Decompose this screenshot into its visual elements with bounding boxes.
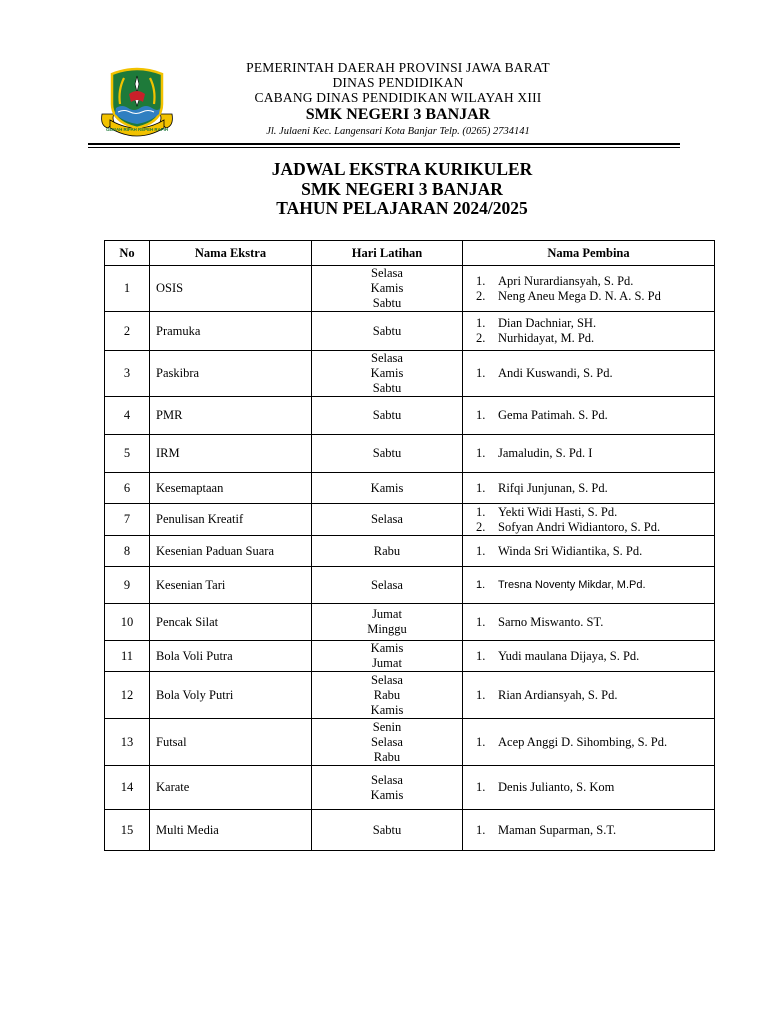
cell-no: 5 xyxy=(105,435,150,473)
cell-no: 3 xyxy=(105,351,150,397)
header-line-province: PEMERINTAH DAERAH PROVINSI JAWA BARAT xyxy=(246,60,550,75)
table-row xyxy=(105,473,715,504)
title-line-2: SMK NEGERI 3 BANJAR xyxy=(301,178,503,199)
coach-item xyxy=(476,544,708,559)
coach-number: 1. xyxy=(476,822,486,837)
coach-list xyxy=(476,615,708,630)
coach-list xyxy=(476,505,708,535)
cell-coaches xyxy=(463,312,715,351)
table-row xyxy=(105,397,715,435)
cell-training-days xyxy=(312,351,463,397)
cell-coaches xyxy=(463,266,715,312)
cell-coaches xyxy=(463,604,715,641)
training-day: Selasa xyxy=(371,512,403,526)
title-line-3: TAHUN PELAJARAN 2024/2025 xyxy=(276,198,528,218)
coach-item xyxy=(476,366,708,381)
cell-activity-name: Paskibra xyxy=(150,351,312,397)
training-day: Senin xyxy=(372,719,402,734)
coach-list xyxy=(476,446,708,461)
coach-name: Maman Suparman, S.T. xyxy=(498,822,617,837)
table-row xyxy=(105,536,715,567)
header-no: No xyxy=(105,241,150,266)
coach-list xyxy=(476,274,708,304)
letterhead-rule-thick xyxy=(88,143,680,145)
cell-training-days xyxy=(312,567,463,604)
coach-number: 1. xyxy=(476,480,486,495)
table-header-row xyxy=(105,241,715,266)
coach-list xyxy=(476,544,708,559)
cell-training-days xyxy=(312,604,463,641)
coach-name: Jamaludin, S. Pd. I xyxy=(498,446,593,460)
cell-activity-name: Multi Media xyxy=(150,810,312,851)
cell-training-days xyxy=(312,536,463,567)
coach-name: Tresna Noventy Mikdar, M.Pd. xyxy=(498,578,646,591)
training-day: Rabu xyxy=(373,543,401,558)
table-row xyxy=(105,604,715,641)
logo-caption: GEMAH RIPAH REPEH RAPIH xyxy=(105,127,169,132)
training-day: Sabtu xyxy=(372,381,402,395)
training-day: Kamis xyxy=(370,787,404,802)
coach-item xyxy=(476,408,708,423)
cell-no: 2 xyxy=(105,312,150,351)
coach-number: 2. xyxy=(476,331,486,345)
table-row xyxy=(105,641,715,672)
coach-item xyxy=(476,505,708,520)
coach-item xyxy=(476,578,708,593)
cell-activity-name: Pramuka xyxy=(150,312,312,351)
table-row xyxy=(105,435,715,473)
coach-name: Sarno Miswanto. ST. xyxy=(498,614,604,629)
training-day: Jumat xyxy=(372,607,402,621)
coach-name: Acep Anggi D. Sihombing, S. Pd. xyxy=(498,734,668,749)
coach-list xyxy=(476,688,708,703)
cell-no: 12 xyxy=(105,672,150,719)
coach-item xyxy=(476,274,708,289)
training-day: Jumat xyxy=(372,656,402,670)
cell-no: 1 xyxy=(105,266,150,312)
table-row xyxy=(105,504,715,536)
cell-coaches xyxy=(463,397,715,435)
coach-number: 2. xyxy=(476,519,486,534)
cell-no: 10 xyxy=(105,604,150,641)
cell-no: 9 xyxy=(105,567,150,604)
cell-coaches xyxy=(463,766,715,810)
cell-no: 14 xyxy=(105,766,150,810)
cell-activity-name: Bola Voli Putra xyxy=(150,641,312,672)
cell-no: 4 xyxy=(105,397,150,435)
coach-list xyxy=(476,316,708,346)
cell-training-days xyxy=(312,719,463,766)
cell-activity-name: IRM xyxy=(150,435,312,473)
coach-number: 2. xyxy=(476,288,486,303)
cell-coaches xyxy=(463,504,715,536)
cell-coaches xyxy=(463,641,715,672)
training-day: Kamis xyxy=(370,702,404,717)
coach-number: 1. xyxy=(476,446,486,460)
cell-training-days xyxy=(312,473,463,504)
coach-number: 1. xyxy=(476,780,486,794)
west-java-emblem-icon xyxy=(98,64,176,142)
coach-name: Sofyan Andri Widiantoro, S. Pd. xyxy=(498,519,661,534)
letterhead-rule-thin xyxy=(88,147,680,148)
coach-item xyxy=(476,446,708,461)
coach-name: Nurhidayat, M. Pd. xyxy=(498,331,595,345)
cell-activity-name: OSIS xyxy=(150,266,312,312)
coach-name: Rian Ardiansyah, S. Pd. xyxy=(498,687,618,702)
coach-item xyxy=(476,649,708,664)
coach-number: 1. xyxy=(476,366,486,380)
coach-list xyxy=(476,366,708,381)
header-name: Nama Ekstra xyxy=(150,241,312,266)
cell-activity-name: Kesenian Tari xyxy=(150,567,312,604)
table-row xyxy=(105,351,715,397)
coach-number: 1. xyxy=(476,614,486,629)
coach-item xyxy=(476,316,708,331)
training-day: Kamis xyxy=(370,641,404,655)
coach-number: 1. xyxy=(476,504,486,519)
table-row xyxy=(105,567,715,604)
cell-training-days xyxy=(312,397,463,435)
header-coach: Nama Pembina xyxy=(463,241,715,266)
coach-number: 1. xyxy=(476,578,486,591)
coach-name: Yekti Widi Hasti, S. Pd. xyxy=(498,504,618,519)
coach-name: Dian Dachniar, SH. xyxy=(498,316,597,330)
cell-training-days xyxy=(312,504,463,536)
cell-coaches xyxy=(463,719,715,766)
cell-no: 7 xyxy=(105,504,150,536)
coach-number: 1. xyxy=(476,687,486,702)
coach-name: Rifqi Junjunan, S. Pd. xyxy=(498,480,608,495)
cell-activity-name: PMR xyxy=(150,397,312,435)
table-row xyxy=(105,719,715,766)
cell-no: 13 xyxy=(105,719,150,766)
cell-coaches xyxy=(463,536,715,567)
cell-activity-name: Penulisan Kreatif xyxy=(150,504,312,536)
training-day: Kamis xyxy=(370,480,404,495)
coach-list xyxy=(476,649,708,664)
coach-item xyxy=(476,780,708,795)
coach-number: 1. xyxy=(476,316,486,330)
cell-no: 8 xyxy=(105,536,150,567)
coach-item xyxy=(476,520,708,535)
table-row xyxy=(105,266,715,312)
letterhead xyxy=(96,60,680,144)
coach-item xyxy=(476,331,708,346)
cell-activity-name: Kesenian Paduan Suara xyxy=(150,536,312,567)
header-school-name: SMK NEGERI 3 BANJAR xyxy=(305,106,491,123)
header-line-department: DINAS PENDIDIKAN xyxy=(332,75,464,90)
cell-training-days xyxy=(312,766,463,810)
training-day: Rabu xyxy=(373,749,401,764)
coach-name: Neng Aneu Mega D. N. A. S. Pd xyxy=(498,288,661,303)
cell-activity-name: Futsal xyxy=(150,719,312,766)
coach-name: Apri Nurardiansyah, S. Pd. xyxy=(498,273,634,288)
cell-training-days xyxy=(312,435,463,473)
coach-list xyxy=(476,481,708,496)
training-day: Kamis xyxy=(370,366,404,380)
table-row xyxy=(105,672,715,719)
training-day: Selasa xyxy=(371,734,403,749)
cell-training-days xyxy=(312,312,463,351)
coach-item xyxy=(476,823,708,838)
training-day: Sabtu xyxy=(372,446,402,460)
cell-activity-name: Pencak Silat xyxy=(150,604,312,641)
title-line-1: JADWAL EKSTRA KURIKULER xyxy=(271,159,533,179)
header-line-branch: CABANG DINAS PENDIDIKAN WILAYAH XIII xyxy=(254,90,542,105)
cell-activity-name: Bola Voly Putri xyxy=(150,672,312,719)
cell-no: 11 xyxy=(105,641,150,672)
table-row xyxy=(105,312,715,351)
training-day: Sabtu xyxy=(372,296,402,310)
training-day: Kamis xyxy=(370,281,404,295)
training-day: Selasa xyxy=(371,351,403,365)
cell-training-days xyxy=(312,641,463,672)
training-day: Selasa xyxy=(371,672,403,687)
header-address: Jl. Julaeni Kec. Langensari Kota Banjar Telp. (0265) 2734141 xyxy=(266,126,530,137)
table-row xyxy=(105,766,715,810)
header-days: Hari Latihan xyxy=(312,241,463,266)
training-day: Sabtu xyxy=(372,408,402,422)
coach-name: Gema Patimah. S. Pd. xyxy=(498,408,608,422)
coach-list xyxy=(476,780,708,795)
cell-no: 6 xyxy=(105,473,150,504)
training-day: Sabtu xyxy=(372,323,402,338)
table-row xyxy=(105,810,715,851)
coach-list xyxy=(476,823,708,838)
coach-item xyxy=(476,289,708,304)
cell-coaches xyxy=(463,473,715,504)
coach-number: 1. xyxy=(476,734,486,749)
training-day: Minggu xyxy=(367,622,407,636)
cell-coaches xyxy=(463,672,715,719)
table-body xyxy=(105,266,715,851)
cell-activity-name: Karate xyxy=(150,766,312,810)
training-day: Rabu xyxy=(373,687,401,702)
document-title xyxy=(0,160,768,219)
training-day: Selasa xyxy=(371,577,403,592)
cell-training-days xyxy=(312,266,463,312)
training-day: Sabtu xyxy=(372,822,402,837)
coach-number: 1. xyxy=(476,273,486,288)
schedule-table xyxy=(104,240,715,851)
cell-coaches xyxy=(463,567,715,604)
coach-list xyxy=(476,408,708,423)
coach-name: Andi Kuswandi, S. Pd. xyxy=(498,366,613,380)
cell-activity-name: Kesemaptaan xyxy=(150,473,312,504)
cell-coaches xyxy=(463,435,715,473)
coach-name: Yudi maulana Dijaya, S. Pd. xyxy=(498,648,640,663)
coach-item xyxy=(476,688,708,703)
coach-item xyxy=(476,481,708,496)
coach-name: Denis Julianto, S. Kom xyxy=(498,780,615,794)
cell-training-days xyxy=(312,810,463,851)
coach-name: Winda Sri Widiantika, S. Pd. xyxy=(498,543,643,558)
coach-number: 1. xyxy=(476,648,486,663)
training-day: Selasa xyxy=(371,266,403,280)
cell-training-days xyxy=(312,672,463,719)
training-day: Selasa xyxy=(371,772,403,787)
coach-number: 1. xyxy=(476,408,486,422)
cell-coaches xyxy=(463,351,715,397)
cell-coaches xyxy=(463,810,715,851)
coach-number: 1. xyxy=(476,543,486,558)
coach-item xyxy=(476,615,708,630)
coach-item xyxy=(476,735,708,750)
coach-list xyxy=(476,735,708,750)
letterhead-text xyxy=(196,60,600,139)
cell-no: 15 xyxy=(105,810,150,851)
coach-list xyxy=(476,578,708,593)
